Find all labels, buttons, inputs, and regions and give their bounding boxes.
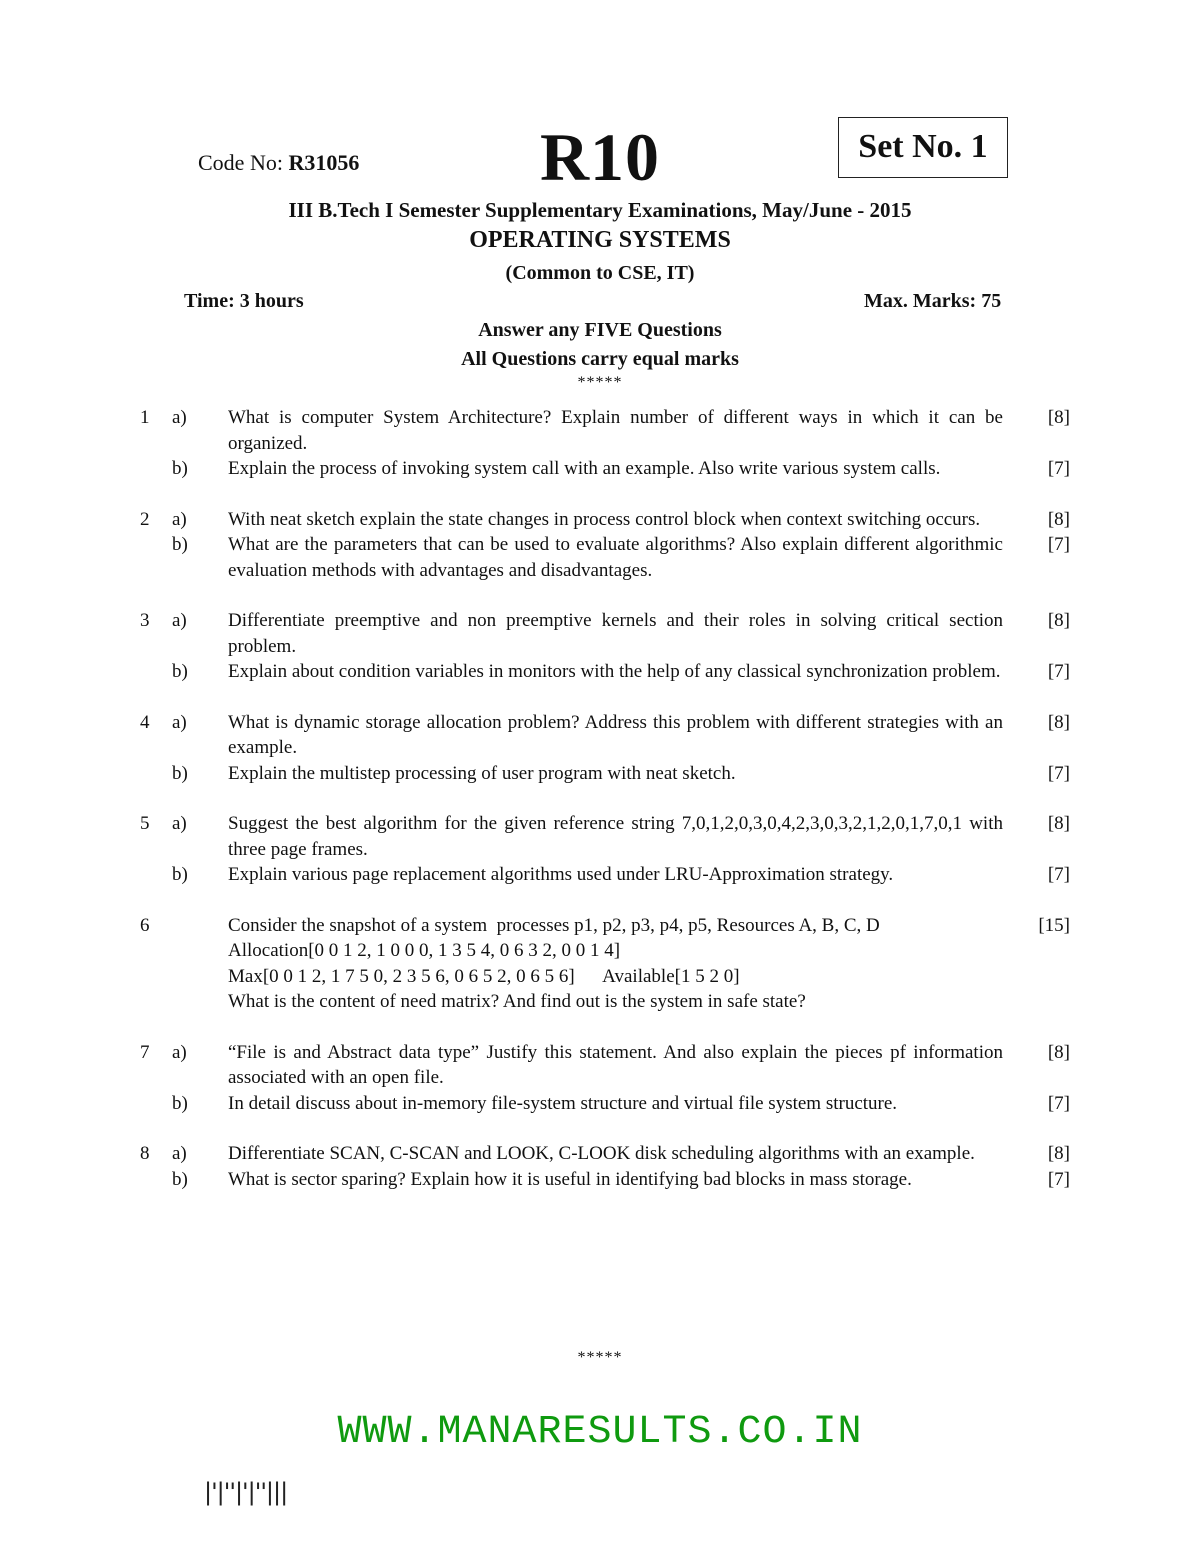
part-label: a) xyxy=(172,508,187,530)
question-number: 8 xyxy=(140,1143,150,1164)
marks-label: [8] xyxy=(1047,1143,1070,1164)
question-text: With neat sketch explain the state changes in process control block when context switching occurs. xyxy=(228,508,981,530)
question-2 xyxy=(0,507,1200,584)
website-watermark: WWW.MANARESULTS.CO.IN xyxy=(337,1410,863,1455)
marks-label: [15] xyxy=(1038,914,1070,936)
question-text: Explain the multistep processing of user program with neat sketch. xyxy=(228,762,736,784)
part-label: b) xyxy=(172,661,188,682)
question-part xyxy=(0,532,1200,583)
part-label: a) xyxy=(172,1143,187,1164)
question-part xyxy=(0,761,1200,787)
question-text: Differentiate preemptive and non preemptive kernels and their roles in solving critical section problem. xyxy=(228,610,1003,657)
question-text-line: What is the content of need matrix? And find out is the system in safe state? xyxy=(228,991,806,1012)
question-1 xyxy=(0,405,1200,482)
question-part xyxy=(0,1167,1200,1193)
question-number: 7 xyxy=(140,1041,150,1063)
question-5 xyxy=(0,811,1200,888)
marks-label: [8] xyxy=(1047,508,1070,530)
question-number: 2 xyxy=(140,508,150,530)
question-part xyxy=(0,1091,1200,1117)
question-number: 1 xyxy=(140,407,150,428)
exam-title: III B.Tech I Semester Supplementary Examinations, May/June - 2015 xyxy=(288,198,912,222)
question-part xyxy=(0,1040,1200,1091)
question-text-line: Max[0 0 1 2, 1 7 5 0, 2 3 5 6, 0 6 5 2, 0 6 5 6] Available[1 5 2 0] xyxy=(228,965,740,987)
part-label: b) xyxy=(172,534,188,555)
question-text: What is sector sparing? Explain how it is useful in identifying bad blocks in mass storage. xyxy=(228,1168,912,1190)
code-value: R31056 xyxy=(288,150,360,175)
separator-stars-bottom: ***** xyxy=(577,1349,623,1366)
question-8 xyxy=(0,1141,1200,1192)
marks-label: [8] xyxy=(1047,813,1070,834)
question-text: Explain various page replacement algorithms used under LRU-Approximation strategy. xyxy=(228,864,894,885)
instruction-marks: All Questions carry equal marks xyxy=(461,348,739,370)
question-text-line: Consider the snapshot of a system processes p1, p2, p3, p4, p5, Resources A, B, C, D xyxy=(228,914,880,936)
question-part xyxy=(0,608,1200,659)
question-number: 4 xyxy=(140,711,150,733)
question-part xyxy=(0,659,1200,685)
part-label: a) xyxy=(172,407,187,428)
code-label: Code No: xyxy=(198,150,283,175)
part-label: b) xyxy=(172,762,188,784)
question-text: What is computer System Architecture? Explain number of different ways in which it can be organized. xyxy=(228,407,1003,454)
regulation-title: R10 xyxy=(539,119,661,195)
question-text: Suggest the best algorithm for the given reference string 7,0,1,2,0,3,0,4,2,3,0,3,2,1,2,0,1,7,0,1 with three page frames. xyxy=(228,813,1003,860)
instruction-answer: Answer any FIVE Questions xyxy=(478,319,722,341)
question-part xyxy=(0,862,1200,888)
question-part xyxy=(0,405,1200,456)
question-text-line: Allocation[0 0 1 2, 1 0 0 0, 1 3 5 4, 0 6 3 2, 0 0 1 4] xyxy=(228,940,621,961)
question-text: “File is and Abstract data type” Justify this statement. And also explain the pieces pf information associated with an open file. xyxy=(228,1041,1003,1088)
question-text: Explain about condition variables in monitors with the help of any classical synchronization problem. xyxy=(228,661,1001,682)
question-6 xyxy=(0,913,1200,1015)
question-part xyxy=(0,811,1200,862)
question-part xyxy=(0,710,1200,761)
part-label: a) xyxy=(172,711,187,733)
part-label: b) xyxy=(172,864,188,885)
question-number: 3 xyxy=(140,610,150,631)
question-text: Explain the process of invoking system call with an example. Also write various system calls. xyxy=(228,458,941,479)
question-text: What is dynamic storage allocation problem? Address this problem with different strategies with an example. xyxy=(228,711,1003,758)
max-marks: Max. Marks: 75 xyxy=(864,290,1002,312)
question-text: In detail discuss about in-memory file-system structure and virtual file system structure. xyxy=(228,1092,898,1114)
marks-label: [7] xyxy=(1047,864,1070,885)
marks-label: [8] xyxy=(1047,1041,1070,1063)
marks-label: [7] xyxy=(1047,1092,1070,1114)
question-3 xyxy=(0,608,1200,685)
question-part xyxy=(0,1141,1200,1167)
part-label: b) xyxy=(172,1092,188,1114)
subject-title: OPERATING SYSTEMS xyxy=(469,227,731,253)
question-list xyxy=(0,405,1200,1217)
question-number: 6 xyxy=(140,914,150,936)
marks-label: [7] xyxy=(1047,1168,1070,1190)
part-label: a) xyxy=(172,1041,187,1063)
separator-stars: ***** xyxy=(577,374,623,391)
question-part xyxy=(0,507,1200,533)
question-number: 5 xyxy=(140,813,150,834)
marks-label: [8] xyxy=(1047,711,1070,733)
part-label: b) xyxy=(172,1168,188,1190)
question-text: What are the parameters that can be used to evaluate algorithms? Also explain different algorithmic evaluation methods with advantages and disadvantages. xyxy=(228,534,1003,581)
question-4 xyxy=(0,710,1200,787)
question-7 xyxy=(0,1040,1200,1117)
question-text: Differentiate SCAN, C-SCAN and LOOK, C-LOOK disk scheduling algorithms with an example. xyxy=(228,1143,975,1164)
marks-label: [7] xyxy=(1047,762,1070,784)
set-number-box: Set No. 1 xyxy=(838,117,1008,178)
question-part xyxy=(0,456,1200,482)
part-label: a) xyxy=(172,610,187,631)
part-label: b) xyxy=(172,458,188,479)
exam-time: Time: 3 hours xyxy=(184,290,304,312)
marks-label: [8] xyxy=(1047,610,1070,631)
marks-label: [7] xyxy=(1047,661,1070,682)
question-text xyxy=(228,913,1003,1015)
barcode-mark: |'|''|'|''||| xyxy=(204,1478,288,1506)
common-branches: (Common to CSE, IT) xyxy=(505,262,695,284)
marks-label: [7] xyxy=(1047,534,1070,555)
marks-label: [8] xyxy=(1047,407,1070,428)
question-part xyxy=(0,913,1200,1015)
marks-label: [7] xyxy=(1047,458,1070,479)
part-label: a) xyxy=(172,813,187,834)
